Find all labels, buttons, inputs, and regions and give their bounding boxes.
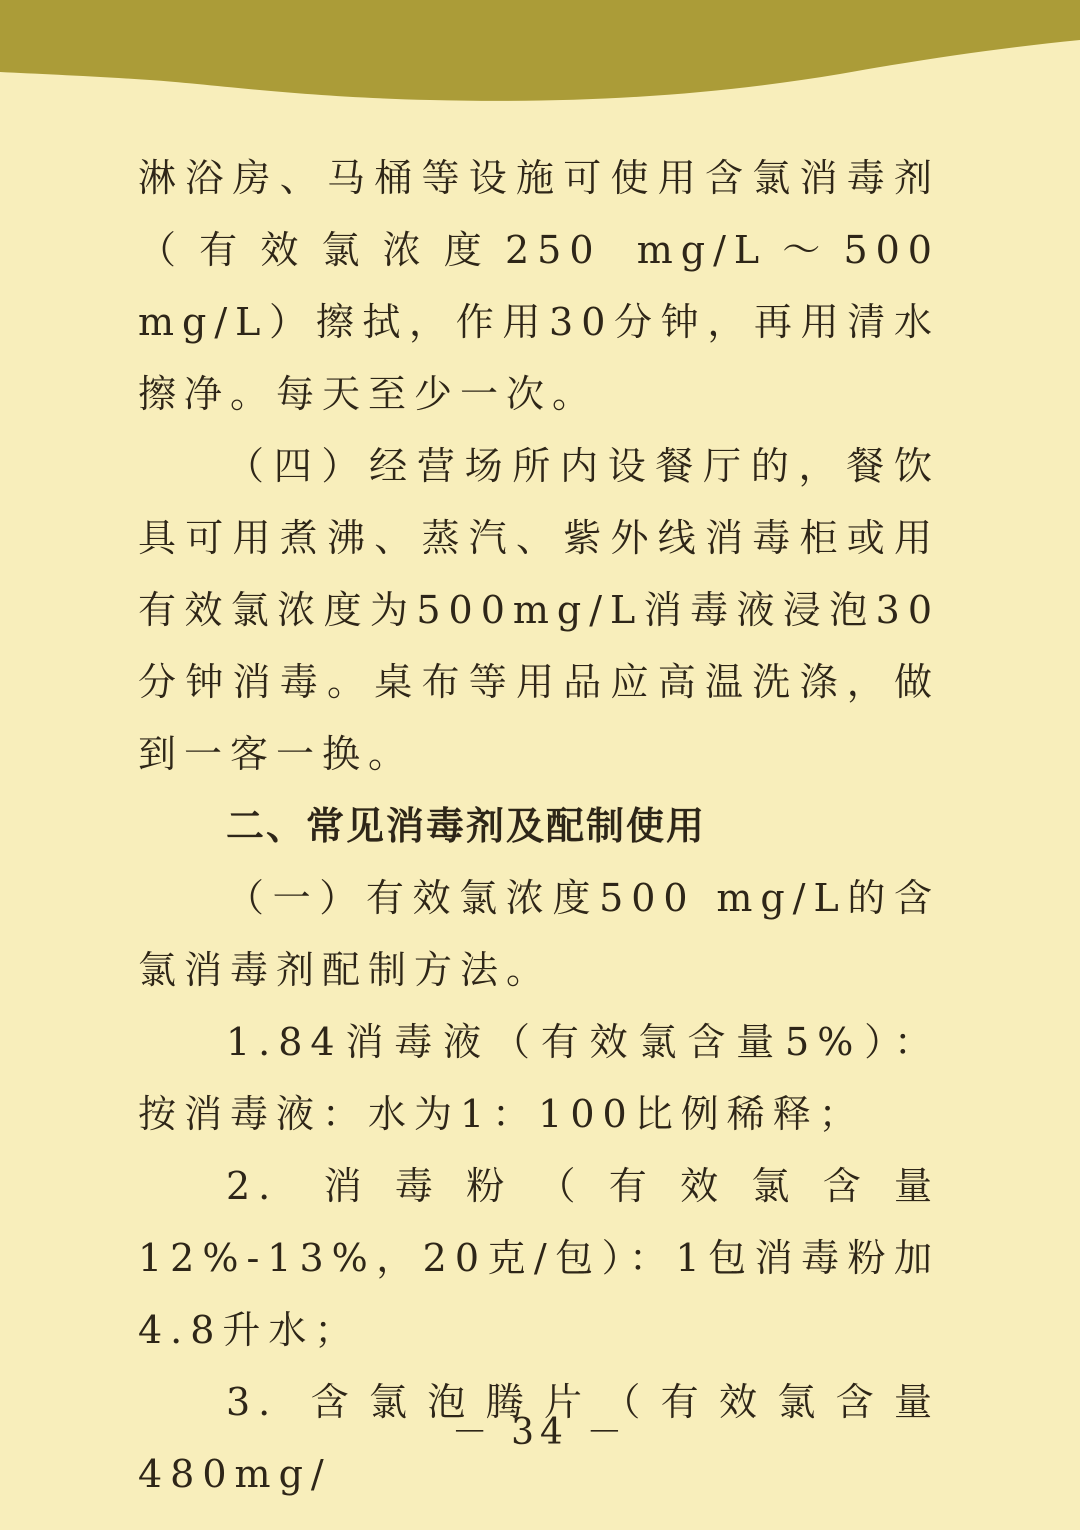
page-number: － 34 － bbox=[451, 1412, 629, 1453]
section-heading-common-disinfectants: 二、常见消毒剂及配制使用 bbox=[226, 804, 707, 848]
list-item-effervescent-tablet: 3. 含氯泡腾片（有效氯含量480mg/ bbox=[138, 1380, 940, 1496]
list-item-disinfectant-powder: 2. 消毒粉（有效氯含量12%-13%，20克/包）：1包消毒粉加4.8升水； bbox=[138, 1164, 940, 1352]
body-text bbox=[138, 142, 940, 1510]
list-item-84-disinfectant: 1.84消毒液（有效氯含量5%）：按消毒液：水为1：100比例稀释； bbox=[138, 1020, 940, 1136]
paragraph-chlorine-preparation: （一）有效氯浓度500 mg/L的含氯消毒剂配制方法。 bbox=[138, 876, 940, 992]
header-wave-band bbox=[0, 0, 1080, 130]
paragraph-shower-toilet-disinfection: 淋浴房、马桶等设施可使用含氯消毒剂（有效氯浓度250 mg/L～500 mg/L）擦拭，作用30分钟，再用清水擦净。每天至少一次。 bbox=[138, 156, 940, 416]
paragraph-restaurant-tableware: （四）经营场所内设餐厅的，餐饮具可用煮沸、蒸汽、紫外线消毒柜或用有效氯浓度为500mg/L消毒液浸泡30分钟消毒。桌布等用品应高温洗涤，做到一客一换。 bbox=[138, 444, 940, 776]
